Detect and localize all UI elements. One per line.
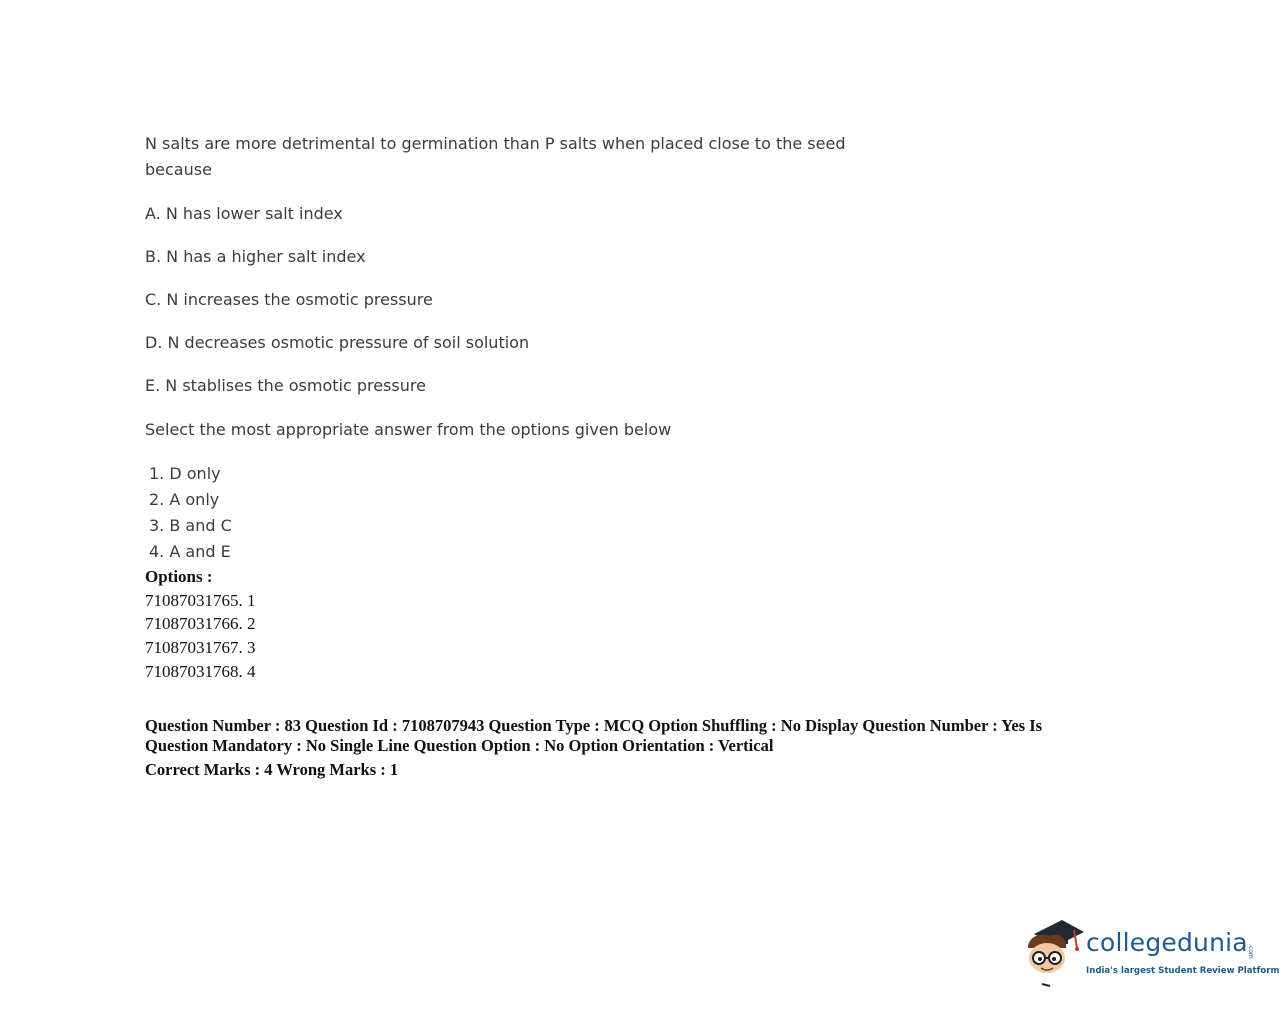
logo-suffix: .com — [1247, 944, 1254, 959]
statement-a: A. N has lower salt index — [145, 204, 343, 223]
question-text-line-1: N salts are more detrimental to germination than P salts when placed close to the seed — [145, 134, 846, 153]
choice-2: 2. A only — [149, 490, 220, 509]
mascot-icon — [1024, 918, 1086, 990]
choice-4: 4. A and E — [149, 542, 231, 561]
statement-d: D. N decreases osmotic pressure of soil solution — [145, 333, 530, 352]
collegedunia-logo[interactable] — [1024, 918, 1280, 990]
instruction-text: Select the most appropriate answer from the options given below — [145, 420, 672, 439]
statement-e: E. N stablises the osmotic pressure — [145, 376, 426, 395]
logo-name: collegedunia — [1086, 928, 1248, 957]
marks-line: Correct Marks : 4 Wrong Marks : 1 — [145, 760, 399, 779]
question-text-line-2: because — [145, 160, 212, 179]
option-id-1: 71087031765. 1 — [145, 591, 256, 610]
question-meta-line-2: Question Mandatory : No Single Line Question Option : No Option Orientation : Vertical — [145, 736, 774, 755]
statement-c: C. N increases the osmotic pressure — [145, 290, 433, 309]
option-id-4: 71087031768. 4 — [145, 662, 256, 681]
logo-tagline: India's largest Student Review Platform — [1086, 966, 1280, 976]
question-meta-line-1: Question Number : 83 Question Id : 7108707943 Question Type : MCQ Option Shuffling : No Display Question Number : Yes Is — [145, 716, 1043, 735]
option-id-3: 71087031767. 3 — [145, 638, 256, 657]
statement-b: B. N has a higher salt index — [145, 247, 366, 266]
option-id-2: 71087031766. 2 — [145, 614, 256, 633]
options-heading: Options : — [145, 567, 213, 586]
choice-1: 1. D only — [149, 464, 221, 483]
choice-3: 3. B and C — [149, 516, 232, 535]
